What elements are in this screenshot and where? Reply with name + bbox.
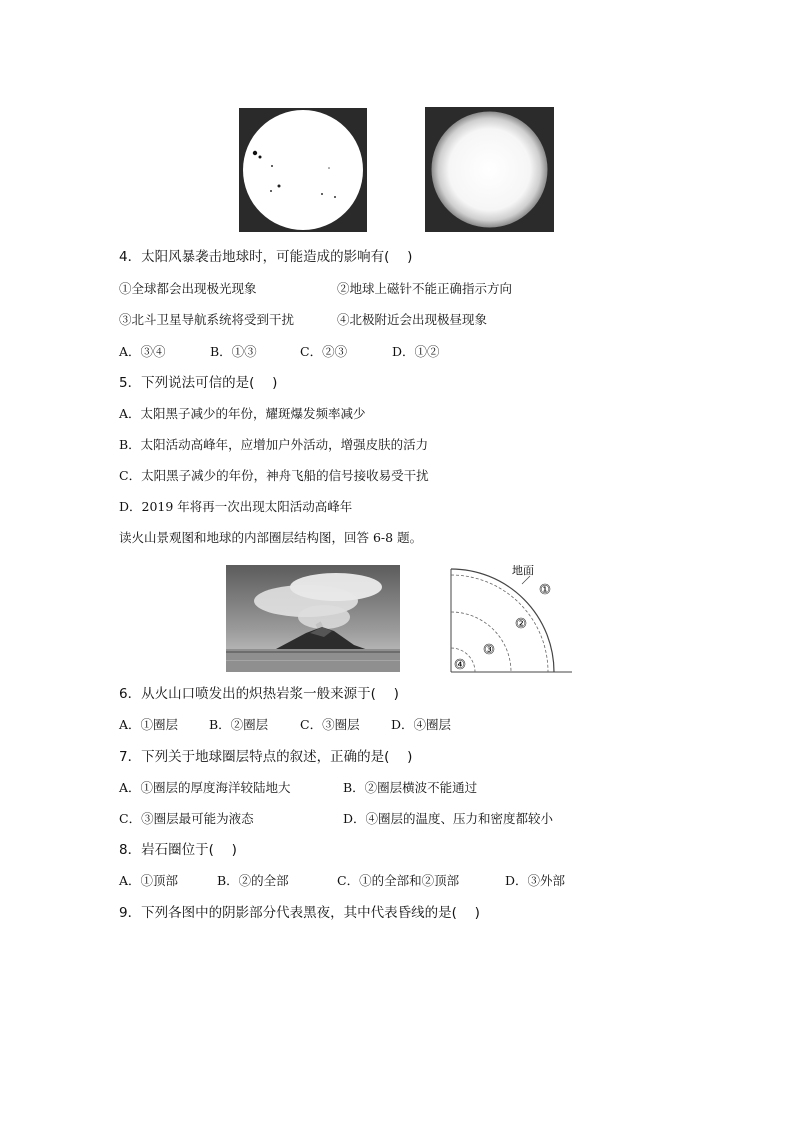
q6-option-b: B．②圈层: [209, 717, 269, 732]
layer-1-label: ①: [540, 583, 550, 596]
q4-option-d: D．①②: [392, 344, 440, 359]
q5-option-c: C．太阳黑子减少的年份，神舟飞船的信号接收易受干扰: [119, 468, 429, 483]
q4-statement-2: ②地球上磁针不能正确指示方向: [337, 281, 513, 296]
q4-option-c: C．②③: [300, 344, 348, 359]
q4-statement-1: ①全球都会出现极光现象: [119, 281, 257, 296]
q8-option-c: C．①的全部和②顶部: [337, 873, 460, 888]
q4-statement-4: ④北极附近会出现极昼现象: [337, 312, 488, 327]
q6-option-d: D．④圈层: [391, 717, 452, 732]
question-5-stem: 5．下列说法可信的是( ): [119, 375, 278, 391]
layer-2-label: ②: [516, 617, 526, 630]
q7-option-b: B．②圈层横波不能通过: [343, 780, 478, 795]
q4-option-b: B．①③: [210, 344, 257, 359]
question-8-stem: 8．岩石圈位于( ): [119, 842, 237, 858]
q8-option-d: D．③外部: [505, 873, 566, 888]
layer-3-label: ③: [484, 643, 494, 656]
q7-option-a: A．①圈层的厚度海洋较陆地大: [119, 780, 291, 795]
surface-label: 地面: [512, 564, 534, 577]
q6-option-c: C．③圈层: [300, 717, 360, 732]
q4-statement-3: ③北斗卫星导航系统将受到干扰: [119, 312, 295, 327]
q8-option-b: B．②的全部: [217, 873, 289, 888]
layer-4-label: ④: [455, 658, 465, 671]
volcano-landscape-image: [226, 565, 400, 672]
q7-option-d: D．④圈层的温度、压力和密度都较小: [343, 811, 554, 826]
q5-option-a: A．太阳黑子减少的年份，耀斑爆发频率减少: [119, 406, 366, 421]
question-9-stem: 9．下列各图中的阴影部分代表黑夜，其中代表昏线的是( ): [119, 905, 480, 921]
earth-layers-diagram: [448, 562, 576, 674]
q5-option-b: B．太阳活动高峰年，应增加户外活动，增强皮肤的活力: [119, 437, 429, 452]
question-6-stem: 6．从火山口喷发出的炽热岩浆一般来源于( ): [119, 686, 399, 702]
sunspot-image: [239, 108, 367, 232]
question-7-stem: 7．下列关于地球圈层特点的叙述，正确的是( ): [119, 749, 413, 765]
q4-option-a: A．③④: [119, 344, 166, 359]
q7-option-c: C．③圈层最可能为液态: [119, 811, 254, 826]
q6-option-a: A．①圈层: [119, 717, 179, 732]
q8-option-a: A．①顶部: [119, 873, 179, 888]
q5-option-d: D．2019 年将再一次出现太阳活动高峰年: [119, 499, 353, 514]
question-4-stem: 4．太阳风暴袭击地球时，可能造成的影响有( ): [119, 249, 413, 265]
reading-intro: 读火山景观图和地球的内部圈层结构图，回答 6-8 题。: [119, 530, 423, 545]
sun-corona-image: [425, 107, 554, 232]
